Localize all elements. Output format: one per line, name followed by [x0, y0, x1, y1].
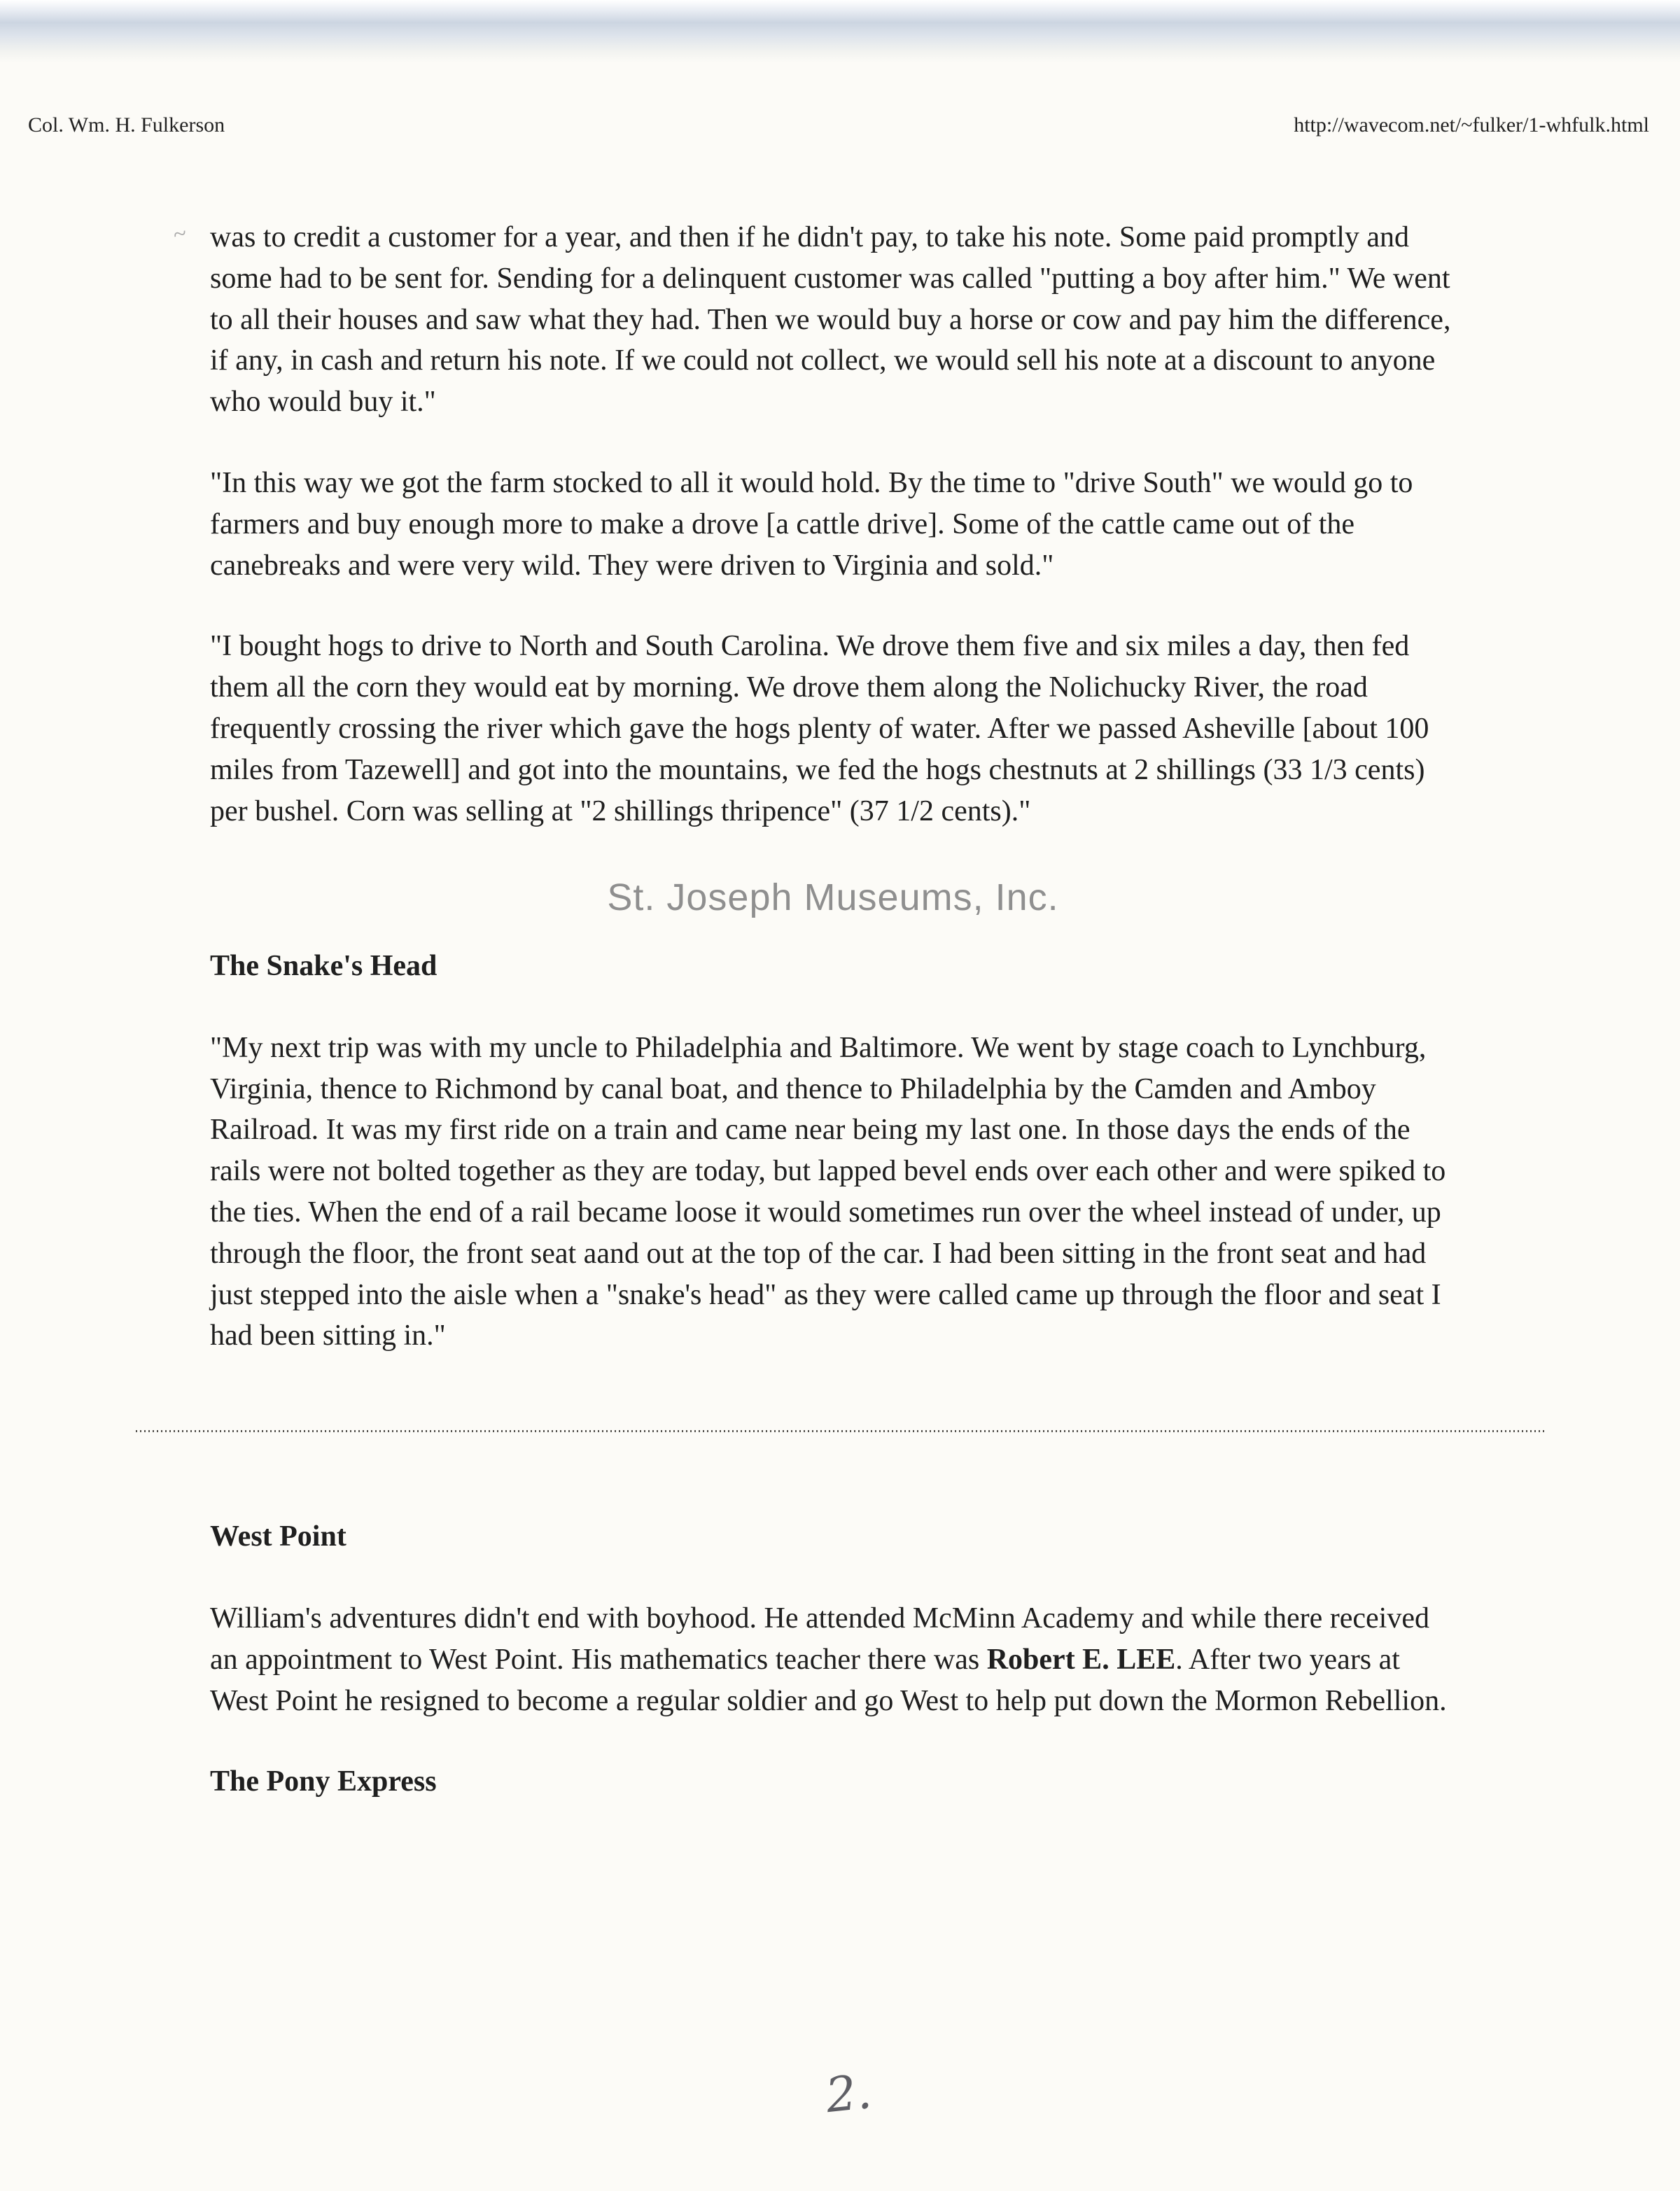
document-body	[210, 217, 1456, 1843]
handwritten-page-number: 2.	[823, 2064, 874, 2124]
header-url: http://wavecom.net/~fulker/1-whfulk.html	[1294, 113, 1649, 136]
bold-robert-e-lee: Robert E. LEE	[986, 1643, 1176, 1676]
paragraph-hogs-drive: "I bought hogs to drive to North and South Carolina. We drove them five and six miles a day, then fed them all the corn they would eat by morning. We drove them along the Nolichucky River, the road frequently crossing the river which gave the hogs plenty of water. After we passed Asheville [about 100 miles from Tazewell] and got into the mountains, we fed the hogs chestnuts at 2 shillings (33 1/3 cents) per bushel. Corn was selling at "2 shillings thripence" (37 1/2 cents)."	[210, 630, 1429, 827]
scan-artifact-band	[0, 0, 1680, 63]
west-point-text-after: . After two years at West Point he resigned to become a regular soldier and go West to help put down the Mormon Rebellion.	[210, 1643, 1447, 1717]
museum-watermark: St. Joseph Museums, Inc.	[607, 876, 1059, 919]
page-header	[28, 113, 1649, 137]
header-author: Col. Wm. H. Fulkerson	[28, 113, 225, 136]
paragraph-snakes-head: "My next trip was with my uncle to Philadelphia and Baltimore. We went by stage coach to Lynchburg, Virginia, thence to Richmond by canal boat, and thence to Philadelphia by the Camden and Amboy Railroad. It was my first ride on a train and came near being my last one. In those days the ends of the rails were not bolted together as they are today, but lapped bevel ends over each other and were spiked to the ties. When the end of a rail became loose it would sometimes run over the wheel instead of under, up through the floor, the front seat aand out at the top of the car. I had been sitting in the front seat and had just stepped into the aisle when a "snake's head" as they were called came up through the floor and seat I had been sitting in."	[210, 1031, 1446, 1352]
west-point-text-before: William's adventures didn't end with boyhood. He attended McMinn Academy and while there received an appointment to West Point. His mathematics teacher there was	[210, 1602, 1429, 1676]
pencil-mark: ~	[171, 220, 189, 248]
heading-snakes-head: The Snake's Head	[210, 949, 438, 982]
heading-west-point: West Point	[210, 1520, 346, 1553]
paragraph-farm-stocked: "In this way we got the farm stocked to all it would hold. By the time to "drive South" we would go to farmers and buy enough more to make a drove [a cattle drive]. Some of the cattle came out of the canebreaks and were very wild. They were driven to Virginia and sold."	[210, 466, 1413, 582]
paragraph-west-point	[210, 1598, 1456, 1721]
heading-pony-express: The Pony Express	[210, 1765, 437, 1798]
dotted-divider	[136, 1430, 1547, 1432]
paragraph-credit-customers: was to credit a customer for a year, and then if he didn't pay, to take his note. Some paid promptly and some had to be sent for. Sending for a delinquent customer was called "putting a boy after him." We went to all their houses and saw what they had. Then we would buy a horse or cow and pay him the difference, if any, in cash and return his note. If we could not collect, we would sell his note at a discount to anyone who would buy it."	[210, 221, 1451, 419]
